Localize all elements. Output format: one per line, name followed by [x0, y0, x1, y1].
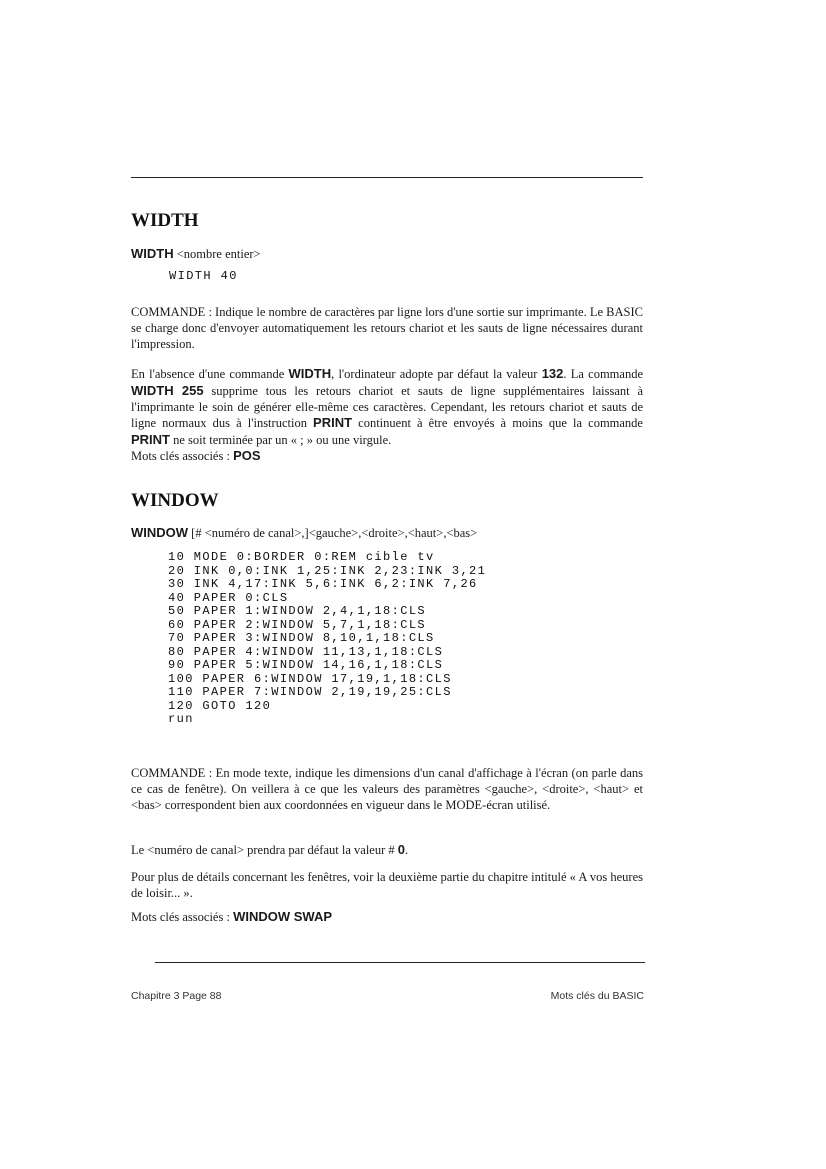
- width-syntax-keyword: WIDTH: [131, 246, 174, 261]
- footer-right: Mots clés du BASIC: [550, 990, 644, 1002]
- window-syntax-keyword: WINDOW: [131, 525, 189, 540]
- code-line: 70 PAPER 3:WINDOW 8,10,1,18:CLS: [168, 631, 435, 645]
- width-default-paragraph: En l'absence d'une commande WIDTH, l'ordinateur adopte par défaut la valeur 132. La commande WIDTH 255 supprime tous les retours chariot et sauts de ligne supplémentaires laissant à l'imprimante le soin de générer elle-même ces caractères. Cependant, les retours chariot et sauts de ligne normaux dus à l'instruction PRINT continuent à être envoyés à moins que la commande PRINT ne soit terminée par un « ; » ou une virgule.: [131, 366, 643, 448]
- kw-pos: POS: [233, 448, 261, 463]
- code-line: 20 INK 0,0:INK 1,25:INK 2,23:INK 3,21: [168, 563, 487, 578]
- width-description: COMMANDE : Indique le nombre de caractères par ligne lors d'une sortie sur imprimante. Le BASIC se charge donc d'envoyer automatiquement les retours chariot et les sauts de ligne nécessaires durant l'impression.: [131, 305, 643, 351]
- footer-left: Chapitre 3 Page 88: [131, 990, 222, 1002]
- width-syntax-args: <nombre entier>: [176, 247, 261, 261]
- top-rule: [131, 177, 643, 178]
- window-code-listing: [168, 551, 486, 727]
- code-line: 40 PAPER 0:CLS: [168, 590, 289, 605]
- window-more-details: Pour plus de détails concernant les fenêtres, voir la deuxième partie du chapitre intitulé « A vos heures de loisir... ».: [131, 870, 643, 900]
- window-keywords: Mots clés associés : WINDOW SWAP: [131, 909, 333, 924]
- code-line: 110 PAPER 7:WINDOW 2,19,19,25:CLS: [168, 685, 452, 699]
- kw-width: WIDTH: [288, 366, 332, 381]
- window-syntax-args: [# <numéro de canal>,]<gauche>,<droite>,<haut>,<bas>: [188, 526, 478, 540]
- width-example: WIDTH 40: [169, 269, 238, 283]
- code-line: 80 PAPER 4:WINDOW 11,13,1,18:CLS: [168, 644, 444, 659]
- kw-print-2: PRINT: [131, 432, 170, 448]
- code-line: 10 MODE 0:BORDER 0:REM cible tv: [168, 550, 435, 564]
- window-default-channel: Le <numéro de canal> prendra par défaut la valeur # 0.: [131, 842, 409, 857]
- width-keywords: Mots clés associés : POS: [131, 448, 261, 463]
- width-heading: WIDTH: [131, 210, 199, 231]
- bottom-rule: [155, 962, 645, 963]
- kw-print: PRINT: [313, 415, 353, 431]
- window-description: COMMANDE : En mode texte, indique les dimensions d'un canal d'affichage à l'écran (on parle dans ce cas de fenêtre). On veillera à ce que les valeurs des paramètres <gauche>, <droite>, <haut> et <bas> correspondent bien aux coordonnées en vigueur dans le MODE-écran utilisé.: [131, 766, 643, 812]
- window-heading: WINDOW: [131, 490, 219, 511]
- code-line: 60 PAPER 2:WINDOW 5,7,1,18:CLS: [168, 617, 427, 632]
- kw-132: 132: [541, 366, 564, 381]
- kw-window-swap: WINDOW SWAP: [233, 909, 333, 924]
- code-line: run: [168, 712, 194, 726]
- code-line: 90 PAPER 5:WINDOW 14,16,1,18:CLS: [168, 658, 444, 672]
- code-line: 30 INK 4,17:INK 5,6:INK 6,2:INK 7,26: [168, 577, 478, 591]
- code-line: 50 PAPER 1:WINDOW 2,4,1,18:CLS: [168, 604, 427, 618]
- window-syntax: [131, 525, 477, 541]
- width-syntax: [131, 246, 261, 262]
- code-line: 100 PAPER 6:WINDOW 17,19,1,18:CLS: [168, 671, 452, 686]
- code-line: 120 GOTO 120: [168, 698, 272, 713]
- kw-zero: 0: [397, 842, 405, 857]
- kw-width-255: WIDTH 255: [131, 382, 204, 398]
